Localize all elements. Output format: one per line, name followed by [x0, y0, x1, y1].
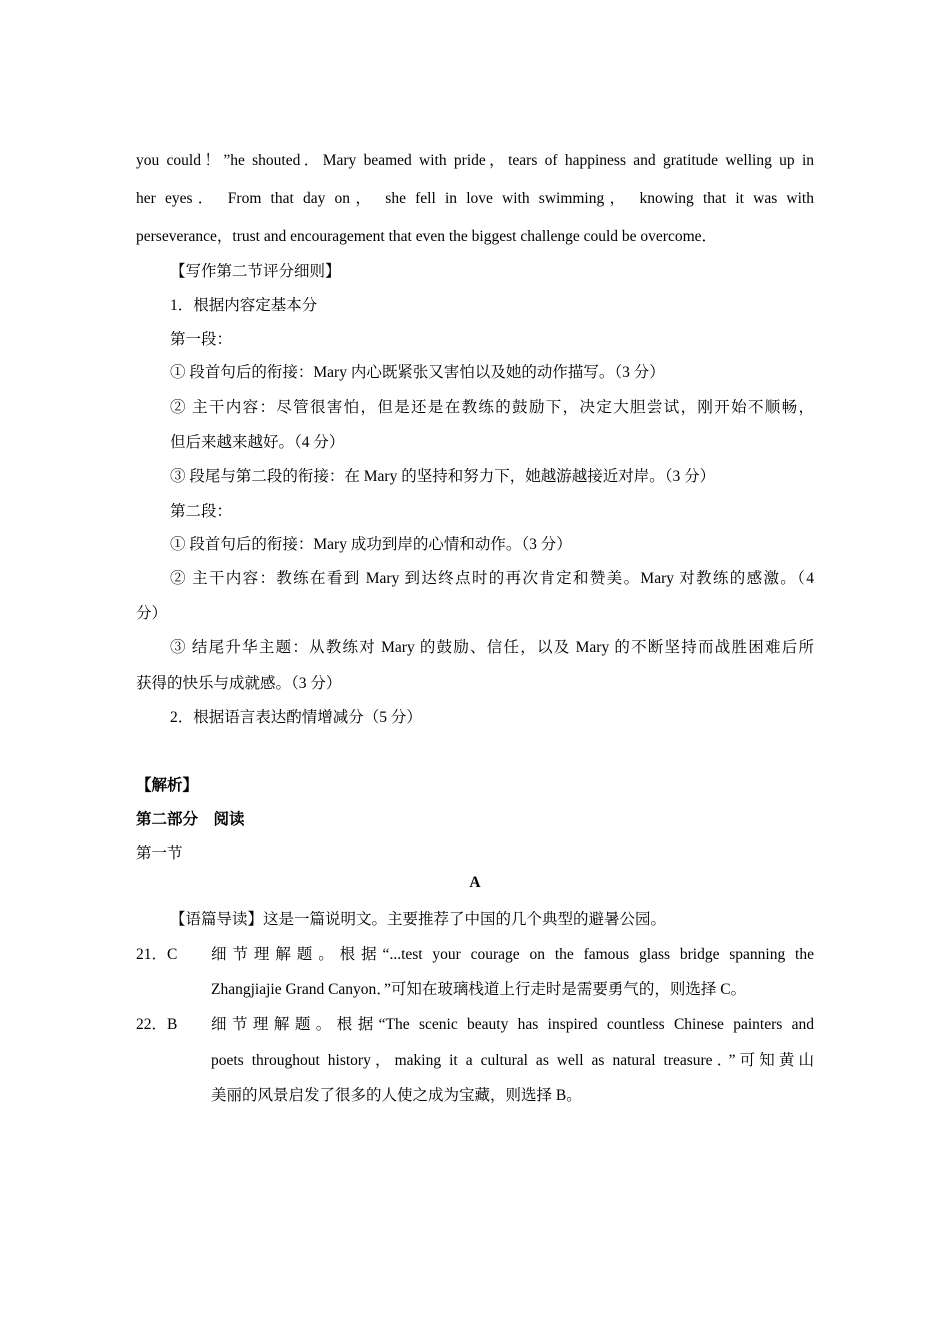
answer-number: 21．C — [136, 946, 178, 963]
passage-label: A — [469, 874, 481, 891]
rubric-p2-item3-line1: ③ 结尾升华主题：从教练对 Mary 的鼓励、信任，以及 Mary 的不断坚持而战胜困难后所 — [170, 639, 814, 656]
answer-explanation-line-2: poets throughout history，making it a cultural as well as natural treasure．”可知黄山 — [211, 1052, 814, 1069]
rubric-p2-item3-line2: 获得的快乐与成就感。（3 分） — [136, 675, 342, 692]
rubric-p2-item1: ① 段首句后的衔接：Mary 成功到岸的心情和动作。（3 分） — [170, 536, 572, 553]
rubric-title: 【写作第二节评分细则】 — [170, 263, 341, 280]
rubric-p2-item2-line1: ② 主干内容：教练在看到 Mary 到达终点时的再次肯定和赞美。Mary 对教练的感激。（4 — [170, 570, 814, 587]
rubric-p1-item3: ③ 段尾与第二段的衔接：在 Mary 的坚持和努力下，她越游越接近对岸。（3 分） — [170, 468, 716, 485]
rubric-p2-item2-line2: 分） — [136, 605, 168, 622]
section-heading: 第一节 — [136, 845, 183, 862]
essay-line-1: you could！”he shouted．Mary beamed with pride，tears of happiness and gratitude welling up in — [136, 152, 814, 169]
rubric-p1-item2-line1: ② 主干内容：尽管很害怕，但是还是在教练的鼓励下，决定大胆尝试，刚开始不顺畅， — [170, 399, 814, 416]
analysis-title: 【解析】 — [136, 777, 199, 794]
rubric-para2-label: 第二段： — [170, 503, 233, 520]
rubric-item-1: 1．根据内容定基本分 — [170, 297, 318, 314]
essay-line-3: perseverance，trust and encouragement that even the biggest challenge could be overcome． — [136, 228, 718, 245]
answer-explanation-line-1: 细节理解题。根据“...test your courage on the famous glass bridge spanning the — [211, 946, 814, 963]
rubric-para1-label: 第一段： — [170, 331, 233, 348]
answer-explanation-line-1: 细节理解题。根据“The scenic beauty has inspired countless Chinese painters and — [211, 1016, 814, 1033]
answer-number: 22．B — [136, 1016, 178, 1033]
part-heading: 第二部分 阅读 — [136, 811, 245, 828]
answer-explanation-line-3: 美丽的风景启发了很多的人使之成为宝藏，则选择 B。 — [211, 1087, 582, 1104]
rubric-p1-item1: ① 段首句后的衔接：Mary 内心既紧张又害怕以及她的动作描写。（3 分） — [170, 364, 665, 381]
rubric-item-2: 2．根据语言表达酌情增减分（5 分） — [170, 709, 422, 726]
rubric-p1-item2-line2: 但后来越来越好。（4 分） — [170, 434, 345, 451]
essay-line-2: her eyes． From that day on， she fell in love with swimming， knowing that it was with — [136, 190, 814, 207]
passage-guide: 【语篇导读】这是一篇说明文。主要推荐了中国的几个典型的避暑公园。 — [170, 911, 667, 928]
answer-explanation-line-2: Zhangjiajie Grand Canyon．”可知在玻璃栈道上行走时是需要勇气的，则选择 C。 — [211, 981, 747, 998]
